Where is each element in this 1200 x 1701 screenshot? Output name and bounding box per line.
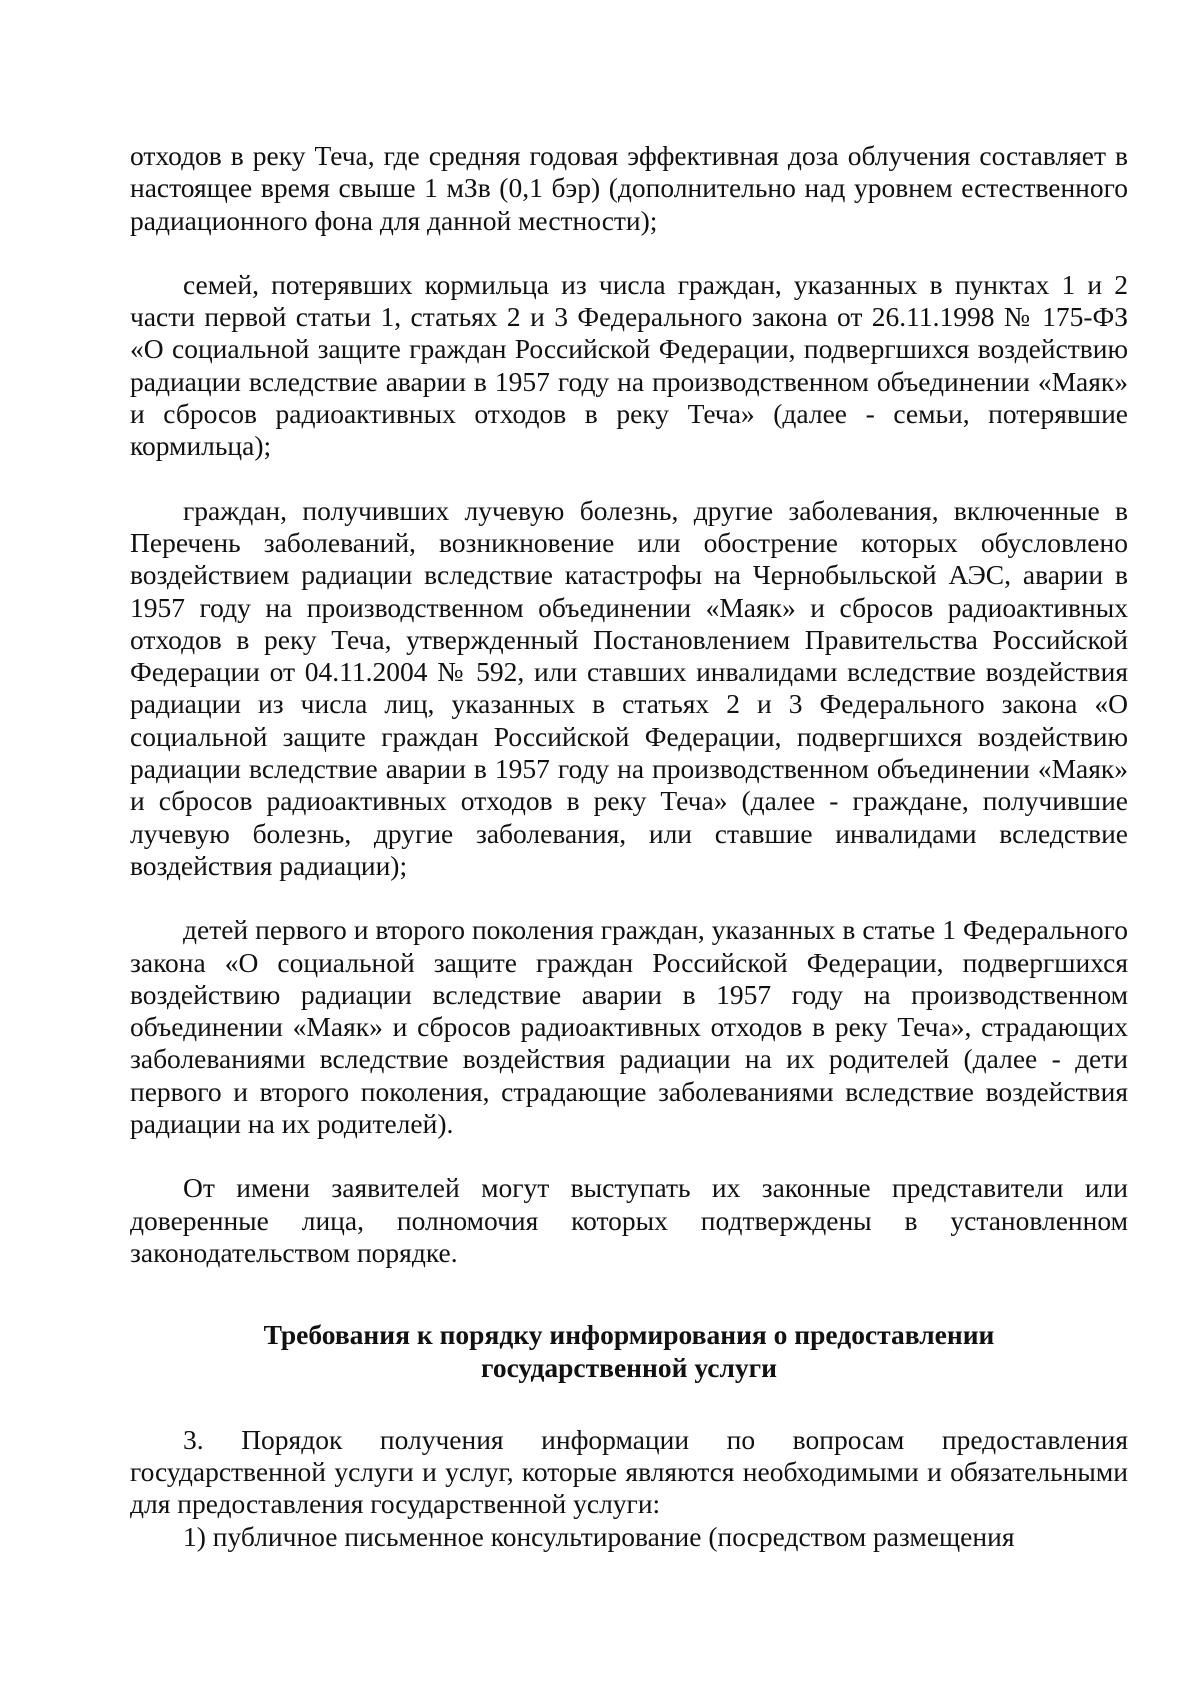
paragraph-children: детей первого и второго поколения граждан, указанных в статье 1 Федерального закона «О социальной защите граждан Российской Федерации, подвергшихся воздействию радиации вследствие аварии в 1957 году на производственном объединении «Маяк» и сбросов радиоактивных отходов в реку Теча», страдающих заболеваниями вследствие воздействия радиации на их родителей (далее - дети первого и второго поколения, страдающие заболеваниями вследствие воздействия радиации на их родителей). <box>130 914 1128 1140</box>
document-body <box>130 140 1128 1553</box>
section-heading-line-1: Требования к порядку информирования о предоставлении <box>263 1319 995 1351</box>
section-heading-line-2: государственной услуги <box>481 1351 777 1383</box>
paragraph-citizens-radiation-illness: граждан, получивших лучевую болезнь, другие заболевания, включенные в Перечень заболеваний, возникновение или обострение которых обусловлено воздействием радиации вследствие катастрофы на Чернобыльской АЭС, аварии в 1957 году на производственном объединении «Маяк» и сбросов радиоактивных отходов в реку Теча, утвержденный Постановлением Правительства Российской Федерации от 04.11.2004 № 592, или ставших инвалидами вследствие воздействия радиации из числа лиц, указанных в статьях 2 и 3 Федерального закона «О социальной защите граждан Российской Федерации, подвергшихся воздействию радиации вследствие аварии в 1957 году на производственном объединении «Маяк» и сбросов радиоактивных отходов в реку Теча» (далее - граждане, получившие лучевую болезнь, другие заболевания, или ставшие инвалидами вследствие воздействия радиации); <box>130 494 1128 881</box>
paragraph-item-3: 3. Порядок получения информации по вопросам предоставления государственной услуги и услуг, которые являются необходимыми и обязательными для предоставления государственной услуги: <box>130 1423 1128 1520</box>
paragraph-representatives: От имени заявителей могут выступать их законные представители или доверенные лица, полномочия которых подтверждены в установленном законодательством порядке. <box>130 1172 1128 1268</box>
paragraph-families: семей, потерявших кормильца из числа граждан, указанных в пунктах 1 и 2 части первой статьи 1, статьях 2 и 3 Федерального закона от 26.11.1998 № 175-ФЗ «О социальной защите граждан Российской Федерации, подвергшихся воздействию радиации вследствие аварии в 1957 году на производственном объединении «Маяк» и сбросов радиоактивных отходов в реку Теча» (далее - семьи, потерявшие кормильца); <box>130 268 1128 462</box>
paragraph-subitem-1: 1) публичное письменное консультирование (посредством размещения <box>183 1520 1015 1552</box>
paragraph-continuation: отходов в реку Теча, где средняя годовая эффективная доза облучения составляет в настоящее время свыше 1 мЗв (0,1 бэр) (дополнительно над уровнем естественного радиационного фона для данной местности); <box>130 140 1128 236</box>
section-heading <box>130 1319 1128 1384</box>
